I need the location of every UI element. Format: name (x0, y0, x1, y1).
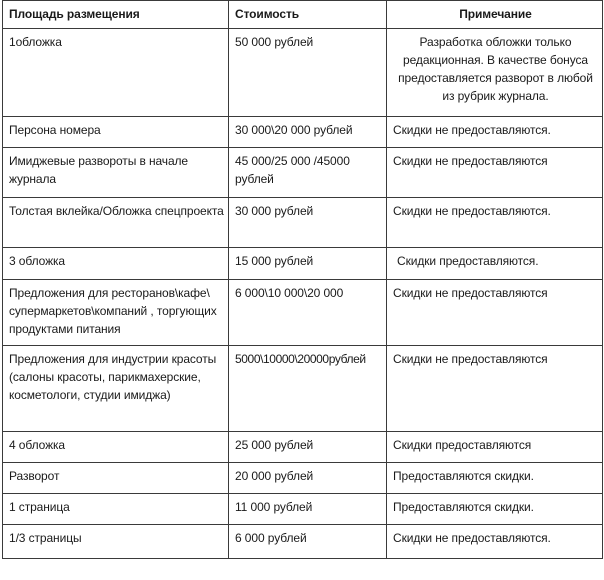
table-row (3, 525, 603, 559)
table-header-row (3, 1, 603, 29)
cell-cost: 50 000 рублей (229, 29, 387, 117)
table-row (3, 494, 603, 525)
cell-note: Предоставляются скидки. (387, 463, 603, 494)
table-row (3, 432, 603, 463)
cell-area: 1обложка (3, 29, 229, 117)
cell-cost: 5000\10000\20000рублей (229, 346, 387, 432)
cell-note: Разработка обложки только редакционная. В качестве бонуса предоставляется разворот в любой из рубрик журнала. (387, 29, 603, 117)
header-cost: Стоимость (229, 1, 387, 29)
cell-area: Предложения для ресторанов\кафе\ супермаркетов\компаний , торгующих продуктами питания (3, 280, 229, 346)
table-row (3, 463, 603, 494)
cell-cost: 15 000 рублей (229, 248, 387, 280)
cell-area: Толстая вклейка/Обложка спецпроекта (3, 198, 229, 248)
cell-note: Скидки не предоставляются (387, 280, 603, 346)
cell-cost: 11 000 рублей (229, 494, 387, 525)
cell-cost: 20 000 рублей (229, 463, 387, 494)
cell-note: Скидки не предоставляются. (387, 117, 603, 148)
table-row (3, 346, 603, 432)
cell-area: 4 обложка (3, 432, 229, 463)
price-table (2, 0, 603, 559)
table-row (3, 29, 603, 117)
cell-area: Разворот (3, 463, 229, 494)
cell-area: Имиджевые развороты в начале журнала (3, 148, 229, 198)
header-area: Площадь размещения (3, 1, 229, 29)
cell-area: Предложения для индустрии красоты (салоны красоты, парикмахерские, косметологи, студии имиджа) (3, 346, 229, 432)
table-row (3, 280, 603, 346)
cell-cost: 6 000 рублей (229, 525, 387, 559)
cell-note: Скидки предоставляются. (387, 248, 603, 280)
cell-note: Скидки не предоставляются. (387, 198, 603, 248)
cell-note: Скидки не предоставляются (387, 346, 603, 432)
cell-area: 3 обложка (3, 248, 229, 280)
cell-note: Скидки не предоставляются (387, 148, 603, 198)
cell-area: 1 страница (3, 494, 229, 525)
table-row (3, 117, 603, 148)
cell-cost: 25 000 рублей (229, 432, 387, 463)
cell-cost: 30 000 рублей (229, 198, 387, 248)
header-note: Примечание (387, 1, 603, 29)
cell-area: 1/3 страницы (3, 525, 229, 559)
cell-cost: 45 000/25 000 /45000 рублей (229, 148, 387, 198)
table-row (3, 198, 603, 248)
cell-note: Скидки не предоставляются. (387, 525, 603, 559)
cell-cost: 6 000\10 000\20 000 (229, 280, 387, 346)
cell-area: Персона номера (3, 117, 229, 148)
cell-note: Скидки предоставляются (387, 432, 603, 463)
table-row (3, 248, 603, 280)
cell-cost: 30 000\20 000 рублей (229, 117, 387, 148)
cell-note: Предоставляются скидки. (387, 494, 603, 525)
table-row (3, 148, 603, 198)
